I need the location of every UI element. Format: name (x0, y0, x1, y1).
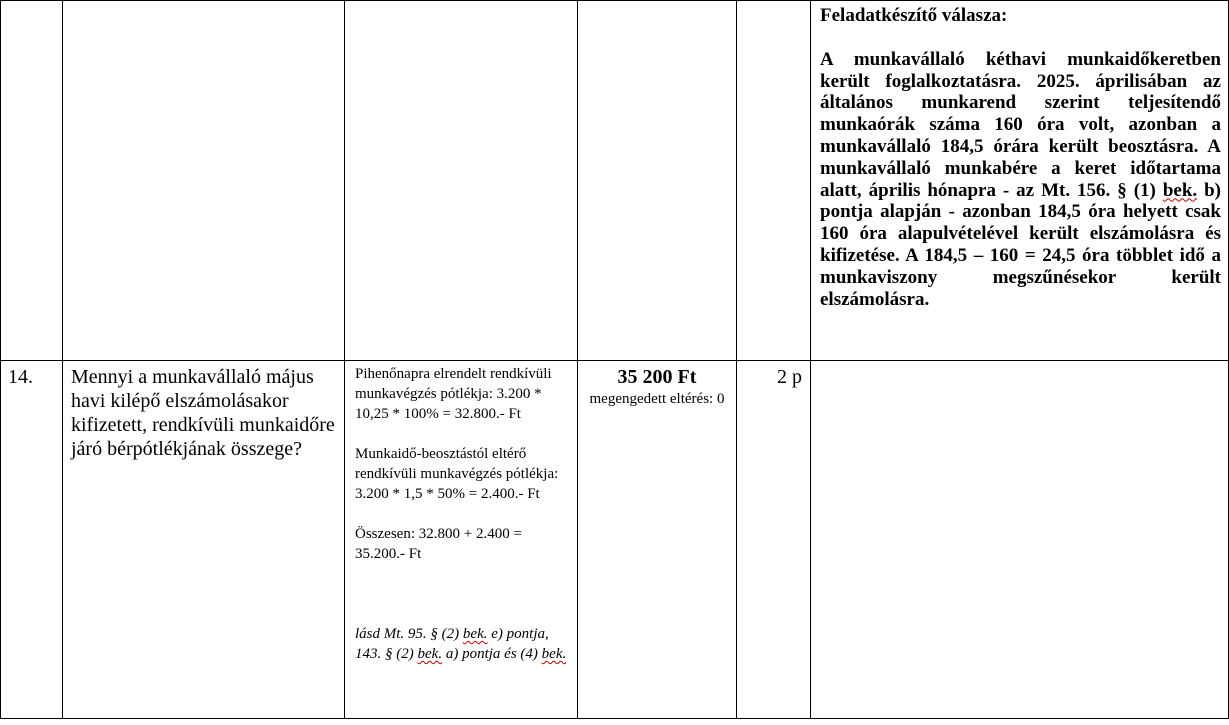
calc-line-1: Pihenőnapra elrendelt rendkívüli munkavégzés pótlékja: 3.200 * 10,25 * 100% = 32.800.- Ft (355, 366, 552, 422)
answer-text: A munkavállaló kéthavi munkaidőkeretben került foglalkoztatásra. 2025. áprilisában az általános munkarend szerint teljesítendő munkaórák száma 160 óra volt, azonban a munkavállaló 184,5 órára került beosztásra. A munkavállaló munkabére a keret időtartama alatt, április hónapra - az Mt. 156. § (1) bek. b) pontja alapján - azonban 184,5 óra helyett csak 160 óra alapulvételével került elszámolásra és kifizetése. A 184,5 – 160 = 24,5 óra többlet idő a munkaviszony megszűnésekor került elszámolásra. (820, 48, 1221, 310)
points-cell (737, 1, 811, 361)
result-cell (578, 361, 737, 719)
result-cell (578, 1, 737, 361)
table-row (1, 1, 1229, 361)
answer-title: Feladatkészítő válasza: (820, 5, 1008, 26)
legal-reference: lásd Mt. 95. § (2) bek. e) pontja, 143. § (2) bek. a) pontja és (4) bek. (355, 626, 567, 662)
calc-total: Összesen: 32.800 + 2.400 = 35.200.- Ft (355, 526, 522, 562)
calc-line-2: Munkaidő-beosztástól eltérő rendkívüli munkavégzés pótlékja: 3.200 * 1,5 * 50% = 2.400.- Ft (355, 446, 559, 502)
calculation-cell (345, 361, 578, 719)
points-value: 2 p (737, 361, 811, 719)
result-amount: 35 200 Ft (617, 366, 697, 388)
question-number: 14. (1, 361, 63, 719)
table-row (1, 361, 1229, 719)
answer-cell (811, 361, 1229, 719)
answer-cell (811, 1, 1229, 361)
result-tolerance: megengedett eltérés: 0 (589, 391, 725, 407)
calculation-cell (345, 1, 578, 361)
question-text: Mennyi a munkavállaló május havi kilépő elszámolásakor kifizetett, rendkívüli munkaidőre járó bérpótlékjának összege? (63, 361, 345, 719)
question-cell (63, 1, 345, 361)
number-cell (1, 1, 63, 361)
